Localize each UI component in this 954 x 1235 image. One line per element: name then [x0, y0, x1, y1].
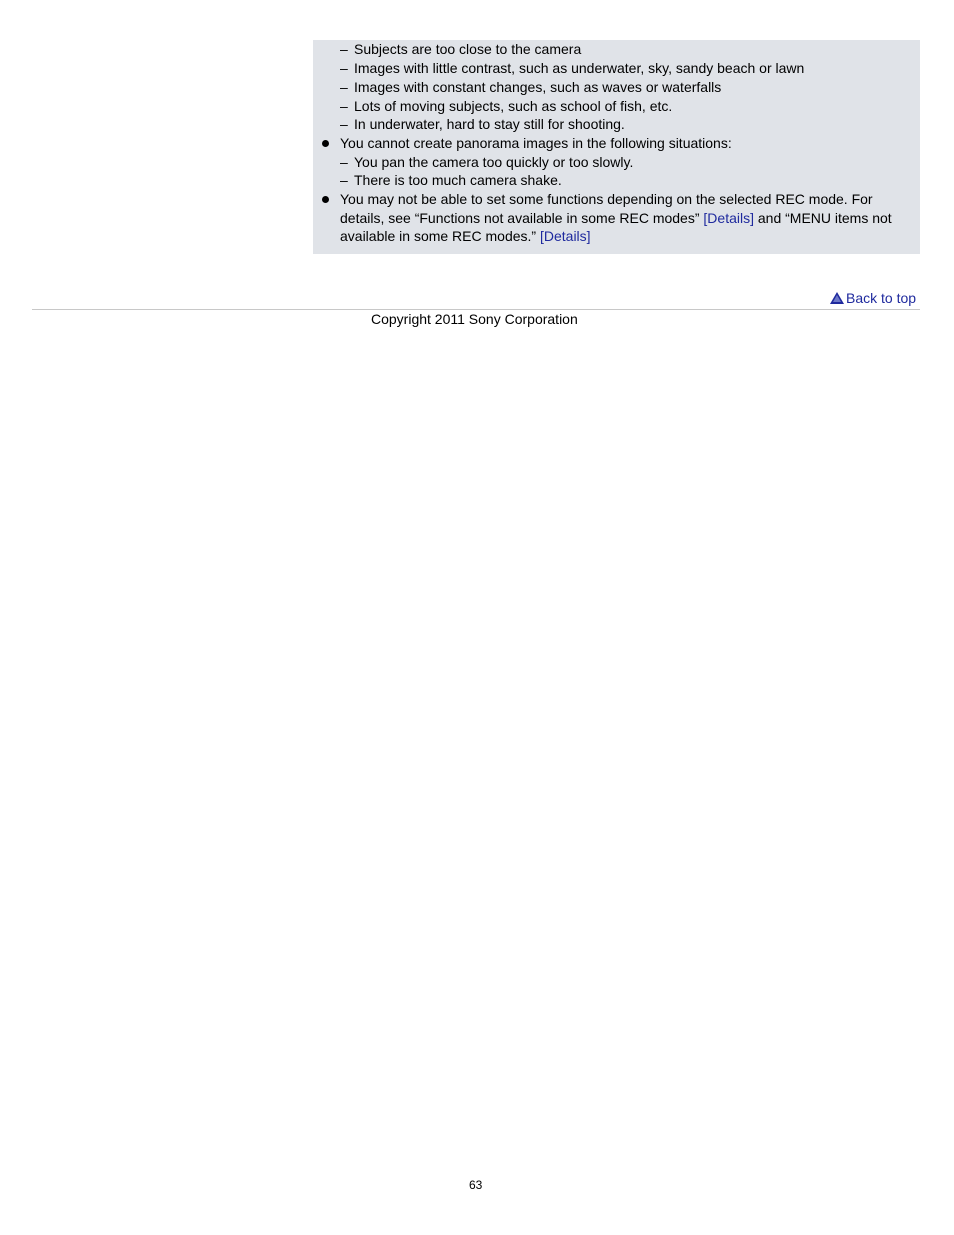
list-item-text: Lots of moving subjects, such as school of fish, etc. — [354, 98, 673, 114]
dash-marker: – — [340, 60, 348, 76]
bullet-text-line-3 — [340, 227, 591, 245]
page-number: 63 — [469, 1178, 483, 1192]
text-segment: available in some REC modes.” — [340, 228, 540, 244]
list-item-text: You pan the camera too quickly or too slowly. — [354, 154, 634, 170]
list-item-text: In underwater, hard to stay still for shooting. — [354, 116, 625, 132]
details-link-menu-items[interactable]: [Details] — [539, 228, 591, 244]
note-box — [313, 40, 920, 254]
bullet-text-line-1: You may not be able to set some functions depending on the selected REC mode. For — [340, 191, 873, 207]
dash-marker: – — [340, 116, 348, 132]
bullet-text-line-2 — [340, 209, 892, 227]
list-item-text: Images with little contrast, such as underwater, sky, sandy beach or lawn — [354, 60, 805, 76]
bullet-text: You cannot create panorama images in the following situations: — [340, 135, 732, 151]
dash-marker: – — [340, 154, 348, 170]
list-item-text: There is too much camera shake. — [354, 172, 562, 188]
details-link-functions[interactable]: [Details] — [703, 210, 754, 226]
back-to-top-label: Back to top — [846, 290, 917, 306]
up-arrow-icon — [830, 292, 844, 304]
dash-marker: – — [340, 79, 348, 95]
copyright-text: Copyright 2011 Sony Corporation — [371, 311, 578, 327]
dash-marker: – — [340, 172, 348, 188]
dash-marker: – — [340, 41, 348, 57]
text-segment: and “MENU items not — [753, 210, 892, 226]
text-segment: details, see “Functions not available in some REC modes” — [340, 210, 704, 226]
dash-marker: – — [340, 98, 348, 114]
list-item-text: Images with constant changes, such as waves or waterfalls — [354, 79, 722, 95]
bullet-dot-icon — [322, 140, 329, 147]
list-item-text: Subjects are too close to the camera — [354, 41, 582, 57]
bullet-dot-icon — [322, 196, 329, 203]
back-to-top-link[interactable] — [830, 290, 916, 306]
